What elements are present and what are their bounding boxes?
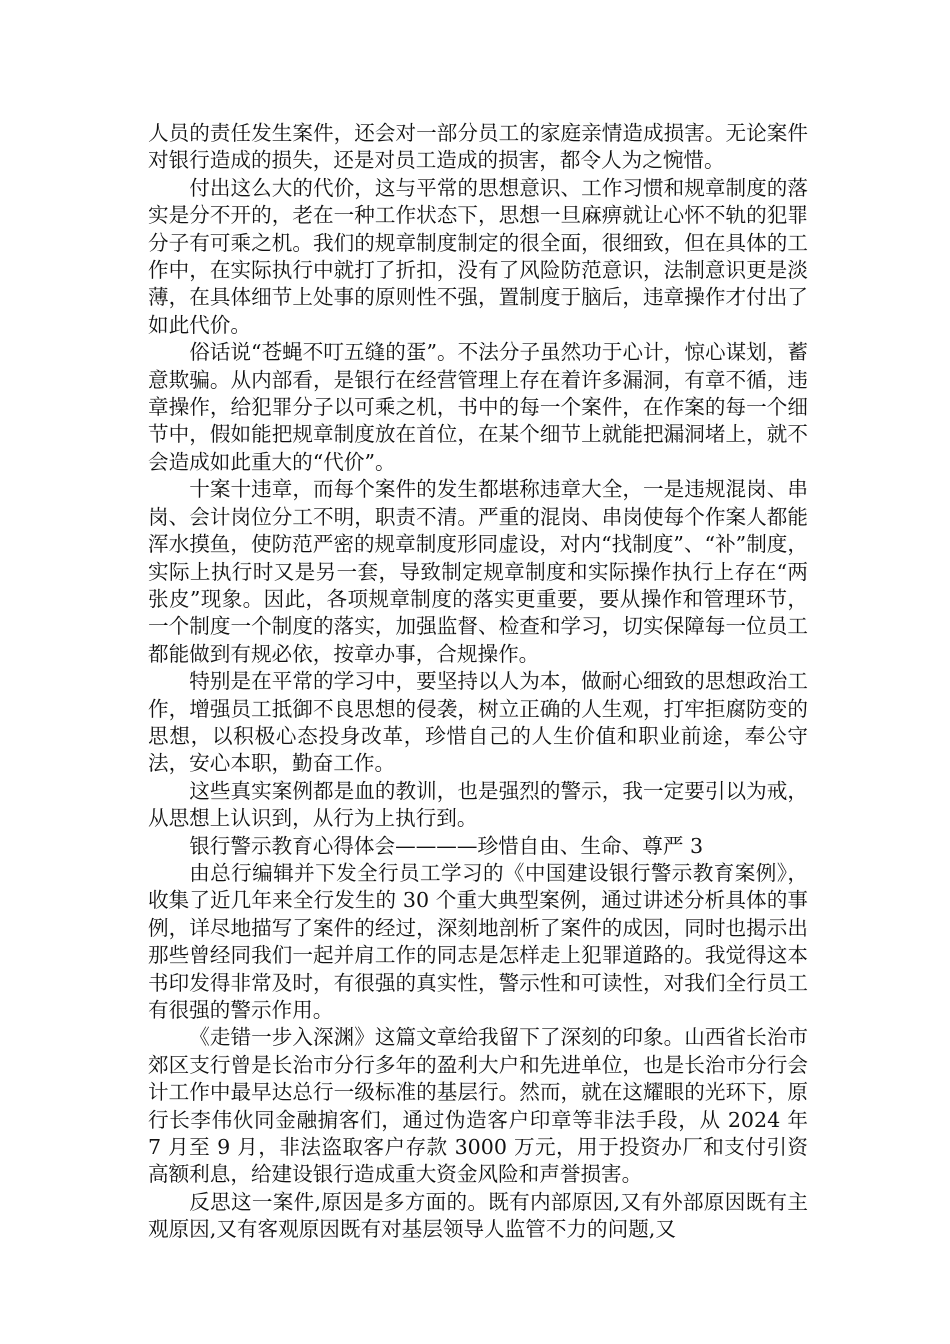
document-body xyxy=(148,120,808,1244)
paragraph-3: 俗话说“苍蝇不叮五缝的蛋”。不法分子虽然功于心计，惊心谋划，蓄意欺骗。从内部看，是银行在经营管理上存在着许多漏洞，有章不循，违章操作，给犯罪分子以可乘之机，书中的每一个案件，在作案的每一个细节中，假如能把规章制度放在首位，在某个细节上就能把漏洞堵上，就不会造成如此重大的“代价”。 xyxy=(148,340,808,474)
section-heading: 银行警示教育心得体会————珍惜自由、生命、尊严 3 xyxy=(189,833,704,858)
paragraph-2: 付出这么大的代价，这与平常的思想意识、工作习惯和规章制度的落实是分不开的，老在一种工作状态下，思想一旦麻痹就让心怀不轨的犯罪分子有可乘之机。我们的规章制度制定的很全面，很细致，但在具体的工作中，在实际执行中就打了折扣，没有了风险防范意识，法制意识更是淡薄，在具体细节上处事的原则性不强，置制度于脑后，违章操作才付出了如此代价。 xyxy=(148,175,808,337)
paragraph-1: 人员的责任发生案件，还会对一部分员工的家庭亲情造成损害。无论案件对银行造成的损失，还是对员工造成的损害，都令人为之惋惜。 xyxy=(148,121,808,173)
paragraph-8: 《走错一步入深渊》这篇文章给我留下了深刻的印象。山西省长治市郊区支行曾是长治市分行多年的盈利大户和先进单位，也是长治市分行会计工作中最早达总行一级标准的基层行。然而，就在这耀眼的光环下，原行长李伟伙同金融掮客们，通过伪造客户印章等非法手段，从 2024 年 7 月至 9 月，非法盗取客户存款 3000 万元，用于投资办厂和支付引资高额利息，给建设银行造成重大资金风险和声誉损害。 xyxy=(148,1025,808,1187)
paragraph-9: 反思这一案件,原因是多方面的。既有内部原因,又有外部原因既有主观原因,又有客观原因既有对基层领导人监管不力的问题,又 xyxy=(148,1189,808,1242)
paragraph-6: 这些真实案例都是血的教训，也是强烈的警示，我一定要引以为戒，从思想上认识到，从行为上执行到。 xyxy=(148,778,808,831)
paragraph-7: 由总行编辑并下发全行员工学习的《中国建设银行警示教育案例》，收集了近几年来全行发生的 30 个重大典型案例，通过讲述分析具体的事例，详尽地描写了案件的经过，深刻地剖析了案件的成因，同时也揭示出那些曾经同我们一起并肩工作的同志是怎样走上犯罪道路的。我觉得这本书印发得非常及时，有很强的真实性，警示性和可读性，对我们全行员工有很强的警示作用。 xyxy=(148,860,808,1022)
paragraph-4: 十案十违章，而每个案件的发生都堪称违章大全，一是违规混岗、串岗、会计岗位分工不明，职责不清。严重的混岗、串岗使每个作案人都能浑水摸鱼，使防范严密的规章制度形同虚设，对内“找制度”、“补”制度，实际上执行时又是另一套，导致制定规章制度和实际操作执行上存在“两张皮”现象。因此，各项规章制度的落实更重要，要从操作和管理环节，一个制度一个制度的落实，加强监督、检查和学习，切实保障每一位员工都能做到有规必依，按章办事，合规操作。 xyxy=(148,477,808,666)
paragraph-5: 特别是在平常的学习中，要坚持以人为本，做耐心细致的思想政治工作，增强员工抵御不良思想的侵袭，树立正确的人生观，打牢拒腐防变的思想，以积极心态投身改革，珍惜自己的人生价值和职业前途，奉公守法，安心本职，勤奋工作。 xyxy=(148,669,808,776)
